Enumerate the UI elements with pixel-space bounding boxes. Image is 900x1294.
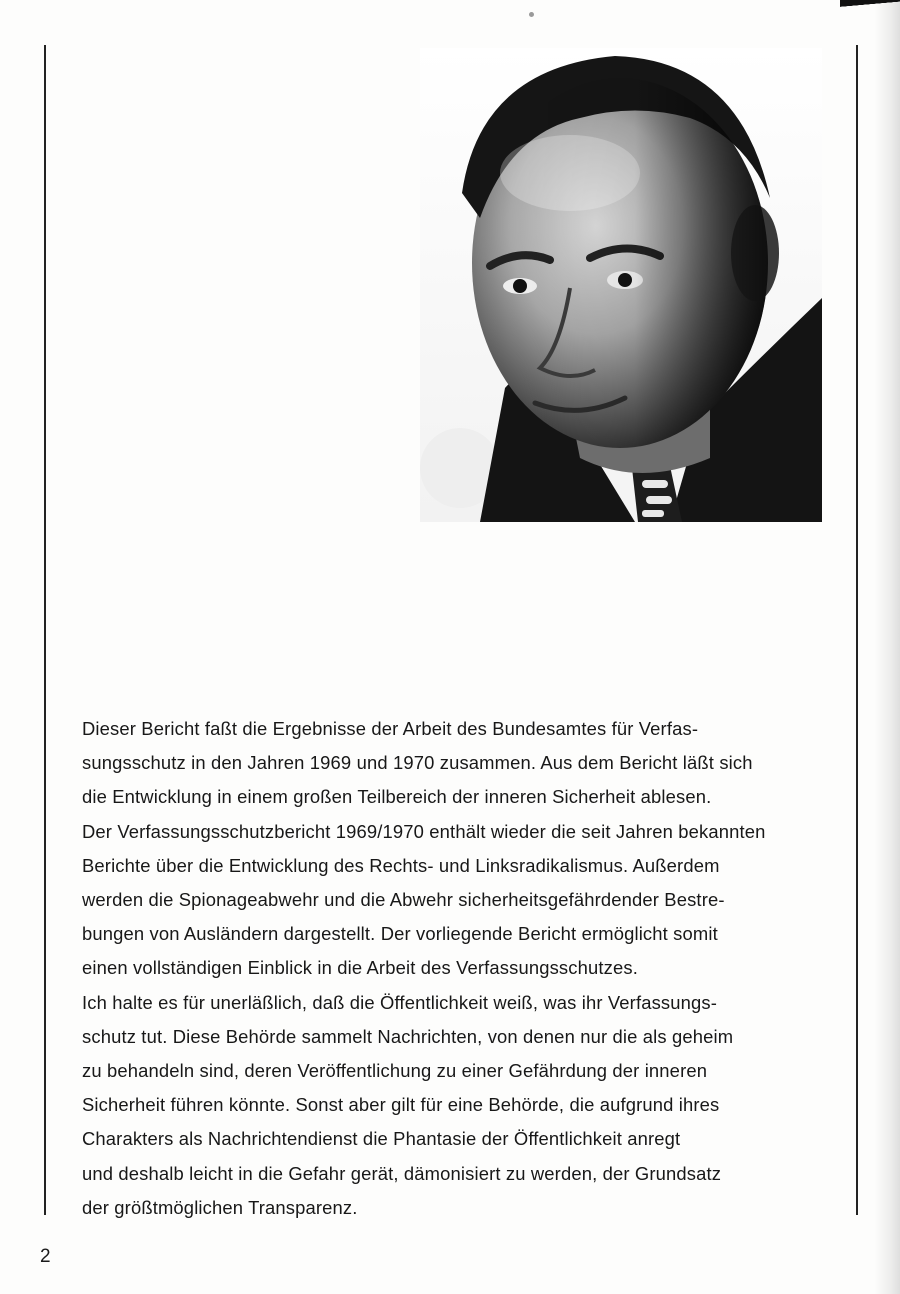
body-line: schutz tut. Diese Behörde sammelt Nachrichten, von denen nur die als geheim [82,1025,734,1047]
body-line: der größtmöglichen Transparenz. [82,1196,358,1218]
page-number: 2 [40,1246,51,1267]
scan-speck [529,12,534,17]
body-line: Charakters als Nachrichtendienst die Phantasie der Öffentlichkeit anregt [82,1128,681,1150]
body-line: werden die Spionageabwehr und die Abwehr sicherheitsgefährdender Bestre- [82,889,725,911]
scan-edge-shadow [874,0,900,1294]
body-line: Dieser Bericht faßt die Ergebnisse der Arbeit des Bundesamtes für Verfas- [82,718,699,739]
body-line: Der Verfassungsschutzbericht 1969/1970 enthält wieder die seit Jahren bekannten [82,820,766,842]
body-line: die Entwicklung in einem großen Teilbereich der inneren Sicherheit ablesen. [82,786,712,808]
body-line: sungsschutz in den Jahren 1969 und 1970 zusammen. Aus dem Bericht läßt sich [82,752,753,774]
body-line: zu behandeln sind, deren Veröffentlichung zu einer Gefährdung der inneren [82,1060,708,1082]
left-margin-rule [44,45,46,1215]
body-line: einen vollständigen Einblick in die Arbeit des Verfassungsschutzes. [82,957,638,979]
body-line: Berichte über die Entwicklung des Rechts- und Linksradikalismus. Außerdem [82,854,720,876]
right-margin-rule [856,45,858,1215]
body-line: und deshalb leicht in die Gefahr gerät, dämonisiert zu werden, der Grundsatz [82,1162,722,1184]
portrait-photo-icon [420,48,822,522]
body-line: Sicherheit führen könnte. Sonst aber gilt für eine Behörde, die aufgrund ihres [82,1094,720,1116]
body-paragraph [82,712,852,1225]
portrait-photo [420,48,822,522]
body-line: Ich halte es für unerläßlich, daß die Öffentlichkeit weiß, was ihr Verfassungs- [82,991,718,1013]
body-line: bungen von Ausländern dargestellt. Der vorliegende Bericht ermöglicht somit [82,923,718,945]
